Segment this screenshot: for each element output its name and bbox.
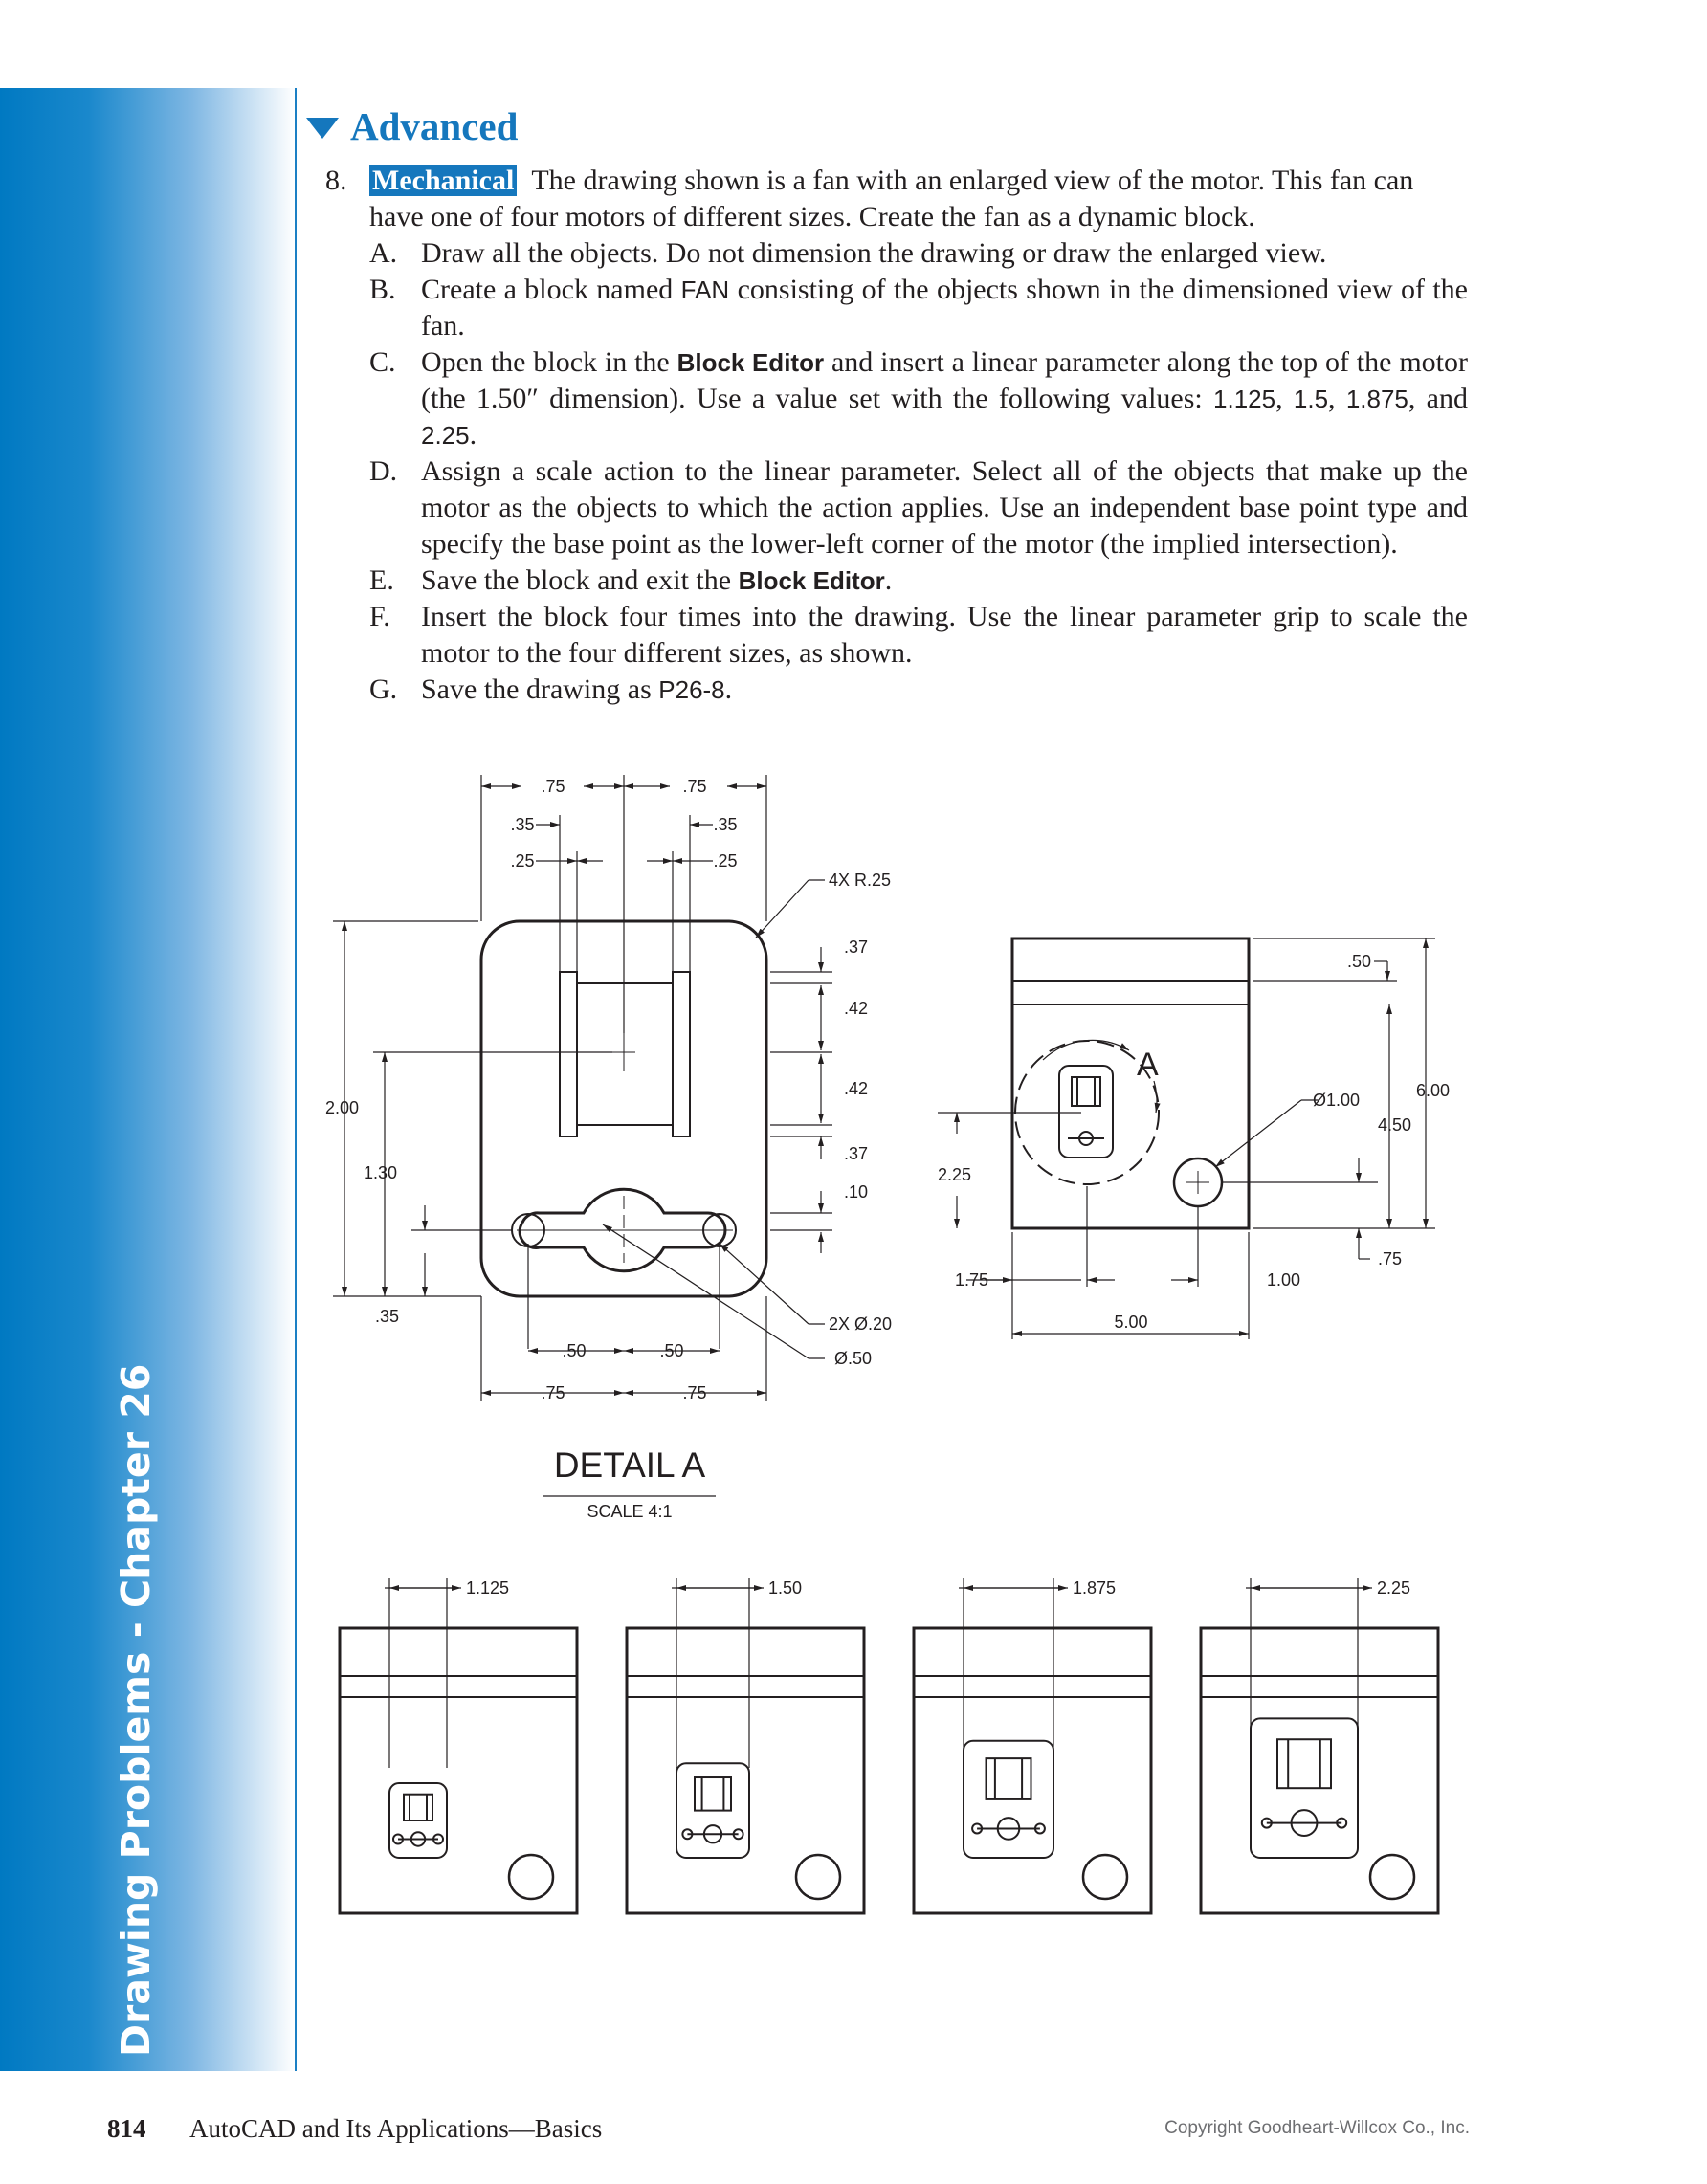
step-text: 1.125	[1213, 385, 1276, 413]
dim-label: 6.00	[1416, 1081, 1451, 1100]
dim-label: 2X Ø.20	[829, 1314, 893, 1334]
dim-label: .42	[844, 1079, 869, 1098]
page-number: 814	[107, 2114, 146, 2143]
step-text: 2.25	[421, 421, 470, 450]
dim-label: .50	[659, 1341, 684, 1360]
dim-label: .35	[375, 1307, 400, 1326]
dim-label: 2.25	[938, 1165, 972, 1184]
dim-label: 4.50	[1378, 1115, 1412, 1135]
step-text: Insert the block four times into the drawing. Use the linear parameter grip to scale the motor to the four different sizes, as shown.	[421, 601, 1468, 669]
step-letter: D.	[369, 455, 398, 487]
dim-label: Ø1.00	[1313, 1091, 1361, 1110]
step-text: Draw all the objects. Do not dimension the drawing or draw the enlarged view.	[421, 237, 1327, 269]
fan-variant	[914, 1578, 1151, 1913]
size-variants	[340, 1578, 1438, 1913]
dim-label: .75	[1378, 1249, 1403, 1268]
step-letter: E.	[369, 564, 394, 596]
dim-label: .10	[844, 1182, 869, 1202]
detail-a-drawing	[333, 775, 832, 1496]
dim-label: .75	[682, 777, 707, 796]
step-text: Block Editor	[738, 566, 885, 595]
fan-variant	[1201, 1578, 1438, 1913]
dim-label: .37	[844, 1144, 869, 1163]
dim-label: .25	[713, 851, 738, 871]
fan-view-drawing	[938, 938, 1435, 1339]
dim-label: .35	[510, 815, 535, 834]
step-letter: A.	[369, 237, 398, 269]
section-heading-text: Advanced	[350, 104, 519, 148]
problem-tag: Mechanical	[369, 165, 517, 196]
copyright: Copyright Goodheart-Willcox Co., Inc.	[1164, 2118, 1470, 2138]
fan-variant	[627, 1578, 864, 1913]
step-text: Block Editor	[676, 348, 825, 377]
dim-label: .42	[844, 999, 869, 1018]
step-text: FAN	[680, 276, 730, 304]
detail-scale: SCALE 4:1	[587, 1502, 673, 1521]
dim-label: .25	[510, 851, 535, 871]
step-text: .	[884, 564, 893, 596]
dim-label: .50	[1347, 952, 1372, 971]
step-text: ,	[1275, 383, 1294, 414]
step-text: P26-8	[658, 675, 725, 704]
dim-label: 4X R.25	[829, 871, 892, 890]
detail-title: DETAIL A	[553, 1445, 706, 1485]
step-letter: B.	[369, 274, 396, 305]
dim-label: 2.00	[325, 1098, 360, 1117]
step-letter: C.	[369, 346, 396, 378]
size-label: 2.25	[1377, 1578, 1411, 1598]
fan-variant	[340, 1578, 577, 1913]
size-label: 1.50	[768, 1578, 803, 1598]
step-text: consisting of the objects shown in the dimensioned view of the fan.	[421, 274, 1468, 342]
step-text: .	[724, 673, 733, 705]
dim-label: .75	[682, 1383, 707, 1402]
step-text: Save the drawing as	[421, 673, 659, 705]
dim-label: .75	[541, 1383, 565, 1402]
dim-label: .35	[713, 815, 738, 834]
book-title: AutoCAD and Its Applications—Basics	[189, 2114, 603, 2143]
step-text: , and	[1408, 383, 1468, 414]
step-letter: G.	[369, 673, 398, 705]
step-text: Create a block named	[421, 274, 681, 305]
step-text: ,	[1328, 383, 1346, 414]
dim-label: 5.00	[1114, 1313, 1148, 1332]
intro-text: The drawing shown is a fan with an enlarged view of the motor. This fan can have one of four motors of different sizes. Create the fan as a dynamic block.	[369, 165, 1414, 232]
dim-label: 1.75	[955, 1270, 989, 1290]
step-text: Open the block in the	[421, 346, 677, 378]
size-label: 1.125	[466, 1578, 510, 1598]
step-letter: F.	[369, 601, 390, 632]
view-label-a: A	[1137, 1047, 1159, 1083]
dim-label: 1.30	[364, 1163, 398, 1182]
dim-label: .37	[844, 938, 869, 957]
step-text: 1.5	[1293, 385, 1329, 413]
step-text: and insert a linear parameter along the top of the motor (the 1.50″ dimension). Use a value set with the following values:	[421, 346, 1468, 414]
step-text: Assign a scale action to the linear parameter. Select all of the objects that make up the motor as the objects to which the action applies. Use an independent base point type and specify the base point as the lower-left corner of the motor (the implied intersection).	[421, 455, 1468, 560]
size-label: 1.875	[1073, 1578, 1117, 1598]
problem-number: 8.	[325, 165, 347, 196]
step-text: 1.875	[1345, 385, 1408, 413]
dim-label: .75	[541, 777, 565, 796]
dim-label: 1.00	[1267, 1270, 1301, 1290]
sidebar-label: Drawing Problems - Chapter 26	[113, 1363, 159, 2057]
step-text: Save the block and exit the	[421, 564, 739, 596]
step-text: .	[469, 419, 477, 451]
detail-a-labels	[325, 777, 892, 1521]
dim-label: Ø.50	[834, 1349, 873, 1368]
fan-view-labels	[938, 952, 1450, 1332]
dim-label: .50	[562, 1341, 587, 1360]
